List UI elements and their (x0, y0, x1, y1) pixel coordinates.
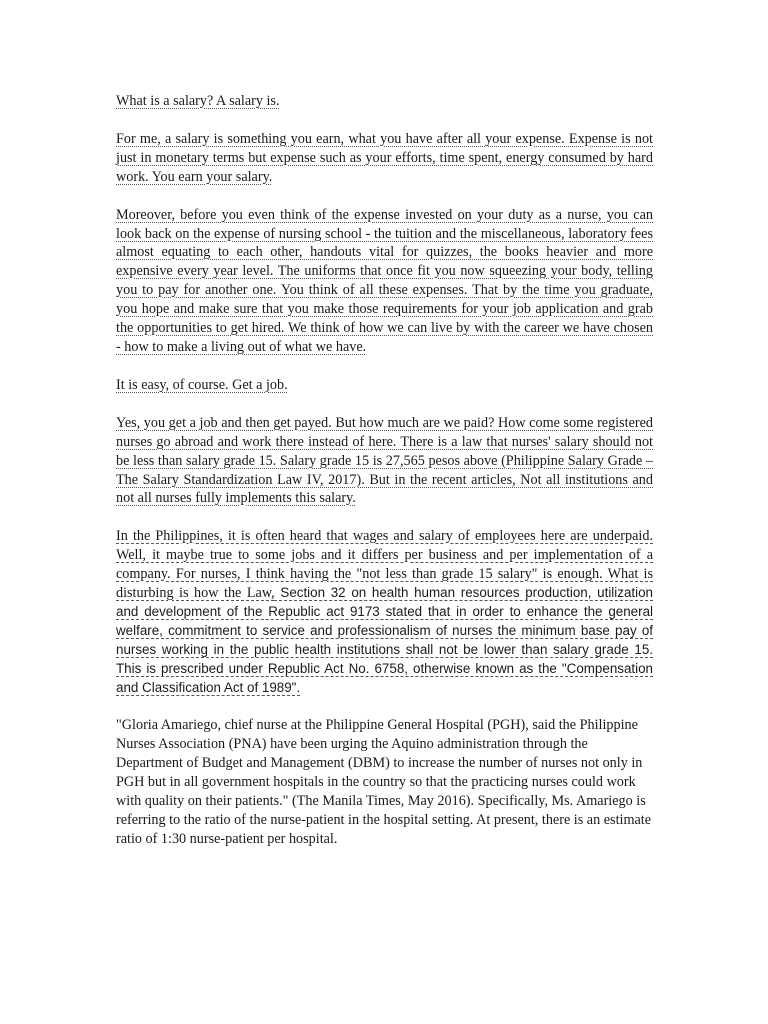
paragraph-1 (116, 130, 653, 187)
paragraph-4-text: Yes, you get a job and then get payed. But how much are we paid? How come some registered nurses go abroad and work there instead of here. There is a law that nurses' salary should not be less than salary grade 15. Salary grade 15 is 27,565 pesos above (Philippine Salary Grade – The Salary Standardization Law IV, 2017). But in the recent articles, Not all institutions and not all nurses fully implements this salary. (116, 414, 653, 507)
paragraph-1-text: For me, a salary is something you earn, what you have after all your expense. Expense is not just in monetary terms but expense such as your efforts, time spent, energy consumed by hard work. You earn your salary. (116, 130, 653, 185)
paragraph-6-text: "Gloria Amariego, chief nurse at the Philippine General Hospital (PGH), said the Philippine Nurses Association (PNA) have been urging the Aquino administration through the Department of Budget and Management (DBM) to increase the number of nurses not only in PGH but in all government hospitals in the country so that the practicing nurses could work with quality on their patients." (The Manila Times, May 2016). Specifically, Ms. Amariego is referring to the ratio of the nurse-patient in the hospital setting. At present, there is an estimate ratio of 1:30 nurse-patient per hospital. (116, 717, 652, 847)
paragraph-5-sans-text: Section 32 on health human resources production, utilization and development of the Republic act 9173 stated that in order to enhance the general welfare, commitment to service and professionalism of nurses the minimum base pay of nurses working in the public health institutions shall not be lower than salary grade 15. This is prescribed under Republic Act No. 6758, otherwise known as the "Compensation and Classification Act of 1989". (116, 585, 653, 695)
heading-text: What is a salary? A salary is. (116, 93, 280, 109)
paragraph-3 (116, 376, 653, 395)
paragraph-6 (116, 716, 653, 848)
paragraph-4 (116, 414, 653, 509)
paragraph-5-serif-text: In the Philippines, it is often heard that wages and salary of employees here are underpaid. Well, it maybe true to some jobs and it differs per business and per implementation of a company. For nurses, I think having the "not less than grade 15 salary" is enough. What is disturbing is how the Law, (116, 528, 653, 602)
paragraph-3-text: It is easy, of course. Get a job. (116, 376, 288, 393)
paragraph-2 (116, 206, 653, 357)
heading-paragraph (116, 92, 653, 111)
document-body (116, 92, 653, 868)
paragraph-2-text: Moreover, before you even think of the expense invested on your duty as a nurse, you can look back on the expense of nursing school - the tuition and the miscellaneous, laboratory fees almost equating to each other, handouts vital for quizzes, the books heavier and more expensive every year level. The uniforms that once fit you now squeezing your body, telling you to pay for another one. You think of all these expenses. That by the time you graduate, you hope and make sure that you make those requirements for your job application and grab the opportunities to get hired. We think of how we can live by with the career we have chosen - how to make a living out of what we have. (116, 206, 653, 355)
paragraph-5 (116, 527, 653, 697)
